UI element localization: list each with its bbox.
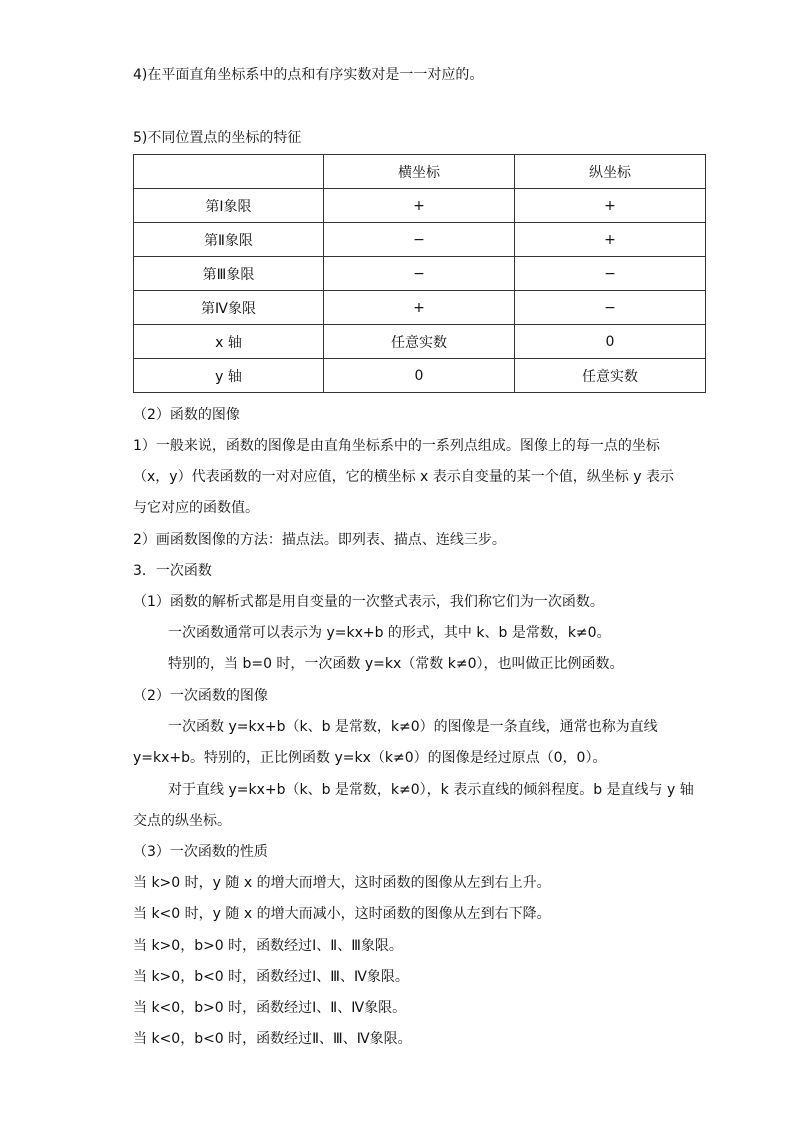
property-line: 当 k>0，b<0 时，函数经过Ⅰ、Ⅲ、Ⅳ象限。 bbox=[133, 969, 409, 985]
property-line: 当 k>0 时，y 随 x 的增大而增大，这时函数的图像从左到右上升。 bbox=[133, 875, 551, 891]
table-cell: 0 bbox=[324, 359, 515, 393]
point-correspondence-text: 4)在平面直角坐标系中的点和有序实数对是一一对应的。 bbox=[133, 67, 484, 83]
table-cell: y 轴 bbox=[134, 359, 324, 393]
table-cell: 第Ⅳ象限 bbox=[134, 291, 324, 325]
table-row bbox=[134, 291, 706, 325]
table-cell: − bbox=[515, 291, 706, 325]
table-header-row bbox=[134, 155, 706, 189]
property-line: 当 k<0，b<0 时，函数经过Ⅱ、Ⅲ、Ⅳ象限。 bbox=[133, 1031, 412, 1047]
table-cell: 第Ⅰ象限 bbox=[134, 189, 324, 223]
table-row bbox=[134, 359, 706, 393]
property-line: 当 k<0，b>0 时，函数经过Ⅰ、Ⅱ、Ⅳ象限。 bbox=[133, 1000, 407, 1016]
paragraph-line: 一次函数通常可以表示为 y=kx+b 的形式，其中 k、b 是常数，k≠0。 bbox=[168, 625, 611, 641]
subsection-heading: （3）一次函数的性质 bbox=[133, 844, 268, 860]
table-cell: 第Ⅲ象限 bbox=[134, 257, 324, 291]
paragraph-line: （x，y）代表函数的一对对应值，它的横坐标 x 表示自变量的某一个值，纵坐标 y 表示 bbox=[133, 469, 674, 485]
table-cell: x 轴 bbox=[134, 325, 324, 359]
property-line: 当 k>0，b>0 时，函数经过Ⅰ、Ⅱ、Ⅲ象限。 bbox=[133, 938, 403, 954]
paragraph-line: 1）一般来说，函数的图像是由直角坐标系中的一系列点组成。图像上的每一点的坐标 bbox=[133, 438, 660, 454]
table-row bbox=[134, 189, 706, 223]
table-cell: + bbox=[515, 189, 706, 223]
subsection-heading: （2）一次函数的图像 bbox=[133, 688, 268, 704]
table-cell: 任意实数 bbox=[515, 359, 706, 393]
paragraph-line: 一次函数 y=kx+b（k、b 是常数，k≠0）的图像是一条直线，通常也称为直线 bbox=[168, 719, 658, 735]
table-cell: − bbox=[324, 257, 515, 291]
table-row bbox=[134, 325, 706, 359]
table-header-cell bbox=[134, 155, 324, 189]
paragraph-line: 交点的纵坐标。 bbox=[133, 813, 231, 829]
linear-function-heading: 3．一次函数 bbox=[133, 563, 212, 579]
paragraph-line: 与它对应的函数值。 bbox=[133, 500, 259, 516]
table-cell: 0 bbox=[515, 325, 706, 359]
table-cell: 第Ⅱ象限 bbox=[134, 223, 324, 257]
paragraph-line: y=kx+b。特别的，正比例函数 y=kx（k≠0）的图像是经过原点（0，0）。 bbox=[133, 750, 607, 766]
table-header-cell: 纵坐标 bbox=[515, 155, 706, 189]
subsection-heading: （1）函数的解析式都是用自变量的一次整式表示，我们称它们为一次函数。 bbox=[133, 594, 604, 610]
coordinate-features-heading: 5)不同位置点的坐标的特征 bbox=[133, 130, 302, 146]
function-graph-heading: （2）函数的图像 bbox=[133, 407, 240, 423]
table-cell: + bbox=[324, 189, 515, 223]
paragraph-line: 对于直线 y=kx+b（k、b 是常数，k≠0），k 表示直线的倾斜程度。b 是直线与 y 轴 bbox=[168, 782, 694, 798]
table-cell: − bbox=[515, 257, 706, 291]
table-cell: + bbox=[515, 223, 706, 257]
table-row bbox=[134, 257, 706, 291]
paragraph-line: 特别的，当 b=0 时，一次函数 y=kx（常数 k≠0），也叫做正比例函数。 bbox=[168, 656, 624, 672]
property-line: 当 k<0 时，y 随 x 的增大而减小，这时函数的图像从左到右下降。 bbox=[133, 906, 551, 922]
table-cell: + bbox=[324, 291, 515, 325]
paragraph-line: 2）画函数图像的方法：描点法。即列表、描点、连线三步。 bbox=[133, 532, 506, 548]
coordinate-sign-table bbox=[133, 154, 706, 393]
table-row bbox=[134, 223, 706, 257]
table-cell: 任意实数 bbox=[324, 325, 515, 359]
table-cell: − bbox=[324, 223, 515, 257]
table-header-cell: 横坐标 bbox=[324, 155, 515, 189]
